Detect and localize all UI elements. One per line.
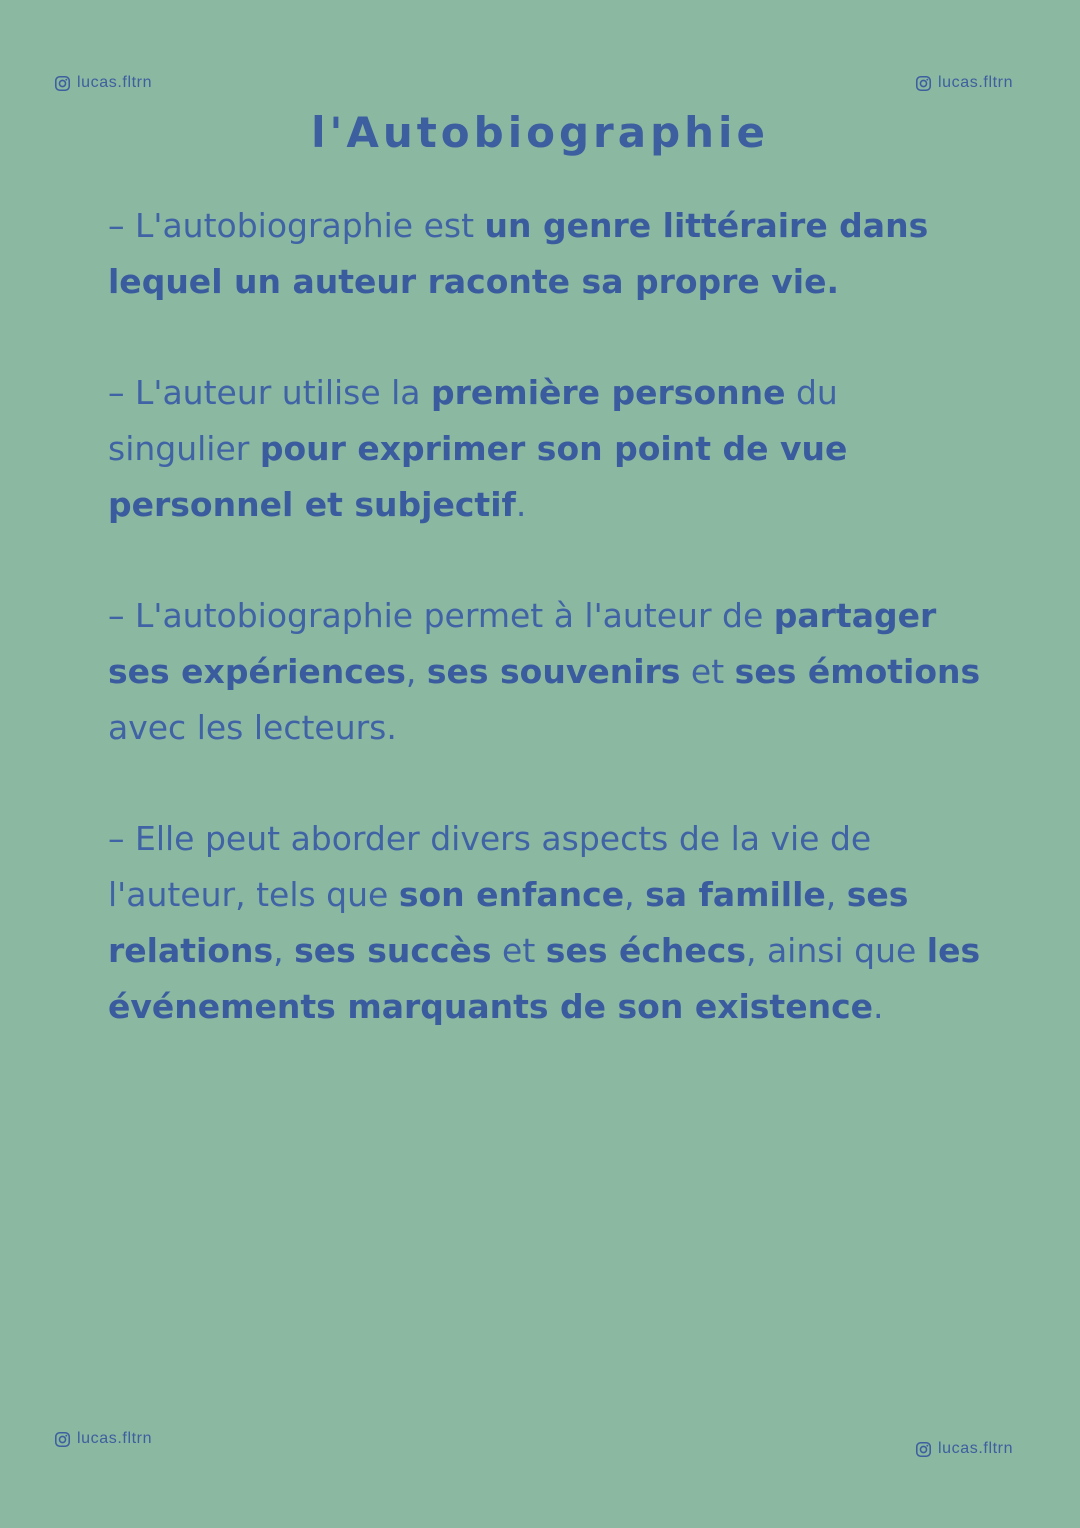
instagram-icon — [915, 75, 932, 92]
paragraph-first-person — [108, 365, 988, 533]
page-title: l'Autobiographie — [311, 108, 769, 157]
body-text: – L'autobiographie est — [108, 206, 485, 245]
body-text: , — [273, 931, 295, 970]
body-text: et — [491, 931, 546, 970]
body-text: , — [624, 875, 646, 914]
handle-label: lucas.fltrn — [938, 74, 1014, 91]
emphasis-text: sa famille — [645, 875, 826, 914]
instagram-icon — [54, 75, 71, 92]
body-text: – Elle peut aborder divers aspects de la vie de l'auteur, tels que — [108, 819, 872, 914]
emphasis-text: ses succès — [294, 931, 492, 970]
handle-top-left — [54, 74, 152, 92]
emphasis-text: première personne — [431, 373, 786, 412]
body-text: – L'auteur utilise la — [108, 373, 432, 412]
emphasis-text: ses relations — [108, 875, 909, 970]
body-text: , ainsi que — [745, 931, 927, 970]
emphasis-text: les événements marquants de son existence — [108, 931, 981, 1026]
body-text: , — [405, 652, 427, 691]
emphasis-text: un genre littéraire dans lequel un auteur raconte sa propre vie. — [108, 206, 929, 301]
instagram-icon — [54, 1431, 71, 1448]
instagram-icon — [915, 1441, 932, 1458]
body-text: , — [825, 875, 847, 914]
body-text: – L'autobiographie permet à l'auteur de — [108, 596, 774, 635]
body-text: et — [680, 652, 735, 691]
emphasis-text: ses émotions — [734, 652, 981, 691]
content-body — [108, 198, 988, 1090]
handle-bottom-right — [915, 1440, 1013, 1458]
handle-top-right — [915, 74, 1013, 92]
body-text: du singulier — [108, 373, 838, 468]
body-text: avec les lecteurs. — [108, 708, 397, 747]
emphasis-text: ses souvenirs — [426, 652, 681, 691]
handle-label: lucas.fltrn — [938, 1440, 1014, 1457]
handle-label: lucas.fltrn — [77, 1430, 153, 1447]
paragraph-aspects — [108, 811, 988, 1035]
body-text: . — [515, 485, 527, 524]
body-text: . — [873, 987, 884, 1026]
paragraph-sharing — [108, 588, 988, 756]
emphasis-text: pour exprimer son point de vue personnel et subjectif — [108, 429, 848, 524]
emphasis-text: partager ses expériences — [108, 596, 937, 691]
handle-label: lucas.fltrn — [77, 74, 153, 91]
emphasis-text: son enfance — [398, 875, 625, 914]
emphasis-text: ses échecs — [545, 931, 746, 970]
handle-bottom-left — [54, 1430, 152, 1448]
paragraph-definition — [108, 198, 988, 310]
